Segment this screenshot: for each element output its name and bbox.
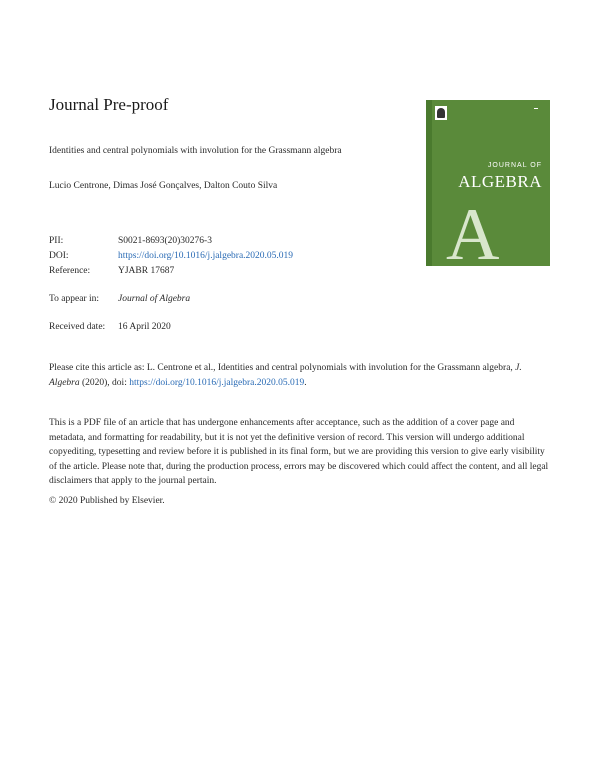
citation-suffix: . [304,377,307,388]
cover-journal-name: ALGEBRA [458,172,542,191]
meta-value-pii: S0021-8693(20)30276-3 [118,236,212,246]
citation-prefix: Please cite this article as: L. Centrone et al., Identities and central polynomials with involution for the Grassmann algebra, [49,363,516,373]
meta-value-appear: Journal of Algebra [118,294,191,304]
citation-journal: J. Algebra [49,363,522,388]
cover-spine [426,100,432,266]
cover-big-letter: A [446,194,500,266]
journal-cover-image [426,100,550,266]
meta-value-received: 16 April 2020 [118,322,171,332]
copyright-notice: © 2020 Published by Elsevier. [49,496,165,506]
meta-value-reference: YJABR 17687 [118,266,175,276]
meta-label-pii: PII: [49,236,64,246]
cover-journal-of: JOURNAL OF [487,162,542,169]
article-authors: Lucio Centrone, Dimas José Gonçalves, Dalton Couto Silva [49,181,278,191]
meta-label-doi: DOI: [49,251,69,261]
doi-link[interactable]: https://doi.org/10.1016/j.jalgebra.2020.05.019 [118,251,294,261]
meta-label-appear: To appear in: [49,294,99,304]
elsevier-tree-shape [437,108,445,118]
citation-paragraph [49,361,549,390]
cover-dash [534,108,538,109]
citation-middle: (2020), doi: [79,377,130,388]
article-title: Identities and central polynomials with involution for the Grassmann algebra [49,146,342,156]
meta-label-reference: Reference: [49,266,91,276]
meta-label-received: Received date: [49,322,106,332]
page-title: Journal Pre-proof [49,95,169,114]
citation-doi-link[interactable]: https://doi.org/10.1016/j.jalgebra.2020.05.019 [129,377,305,388]
notice-paragraph: This is a PDF file of an article that has undergone enhancements after acceptance, such as the addition of a cover page and metadata, and formatting for readability, but it is not yet the definitive version of record. This version will undergo additional copyediting, typesetting and review before it is published in its final form, but we are providing this version to give early visibility of the article. Please note that, during the production process, errors may be discovered which could affect the content, and all legal disclaimers that apply to the journal pertain. [49,418,549,486]
